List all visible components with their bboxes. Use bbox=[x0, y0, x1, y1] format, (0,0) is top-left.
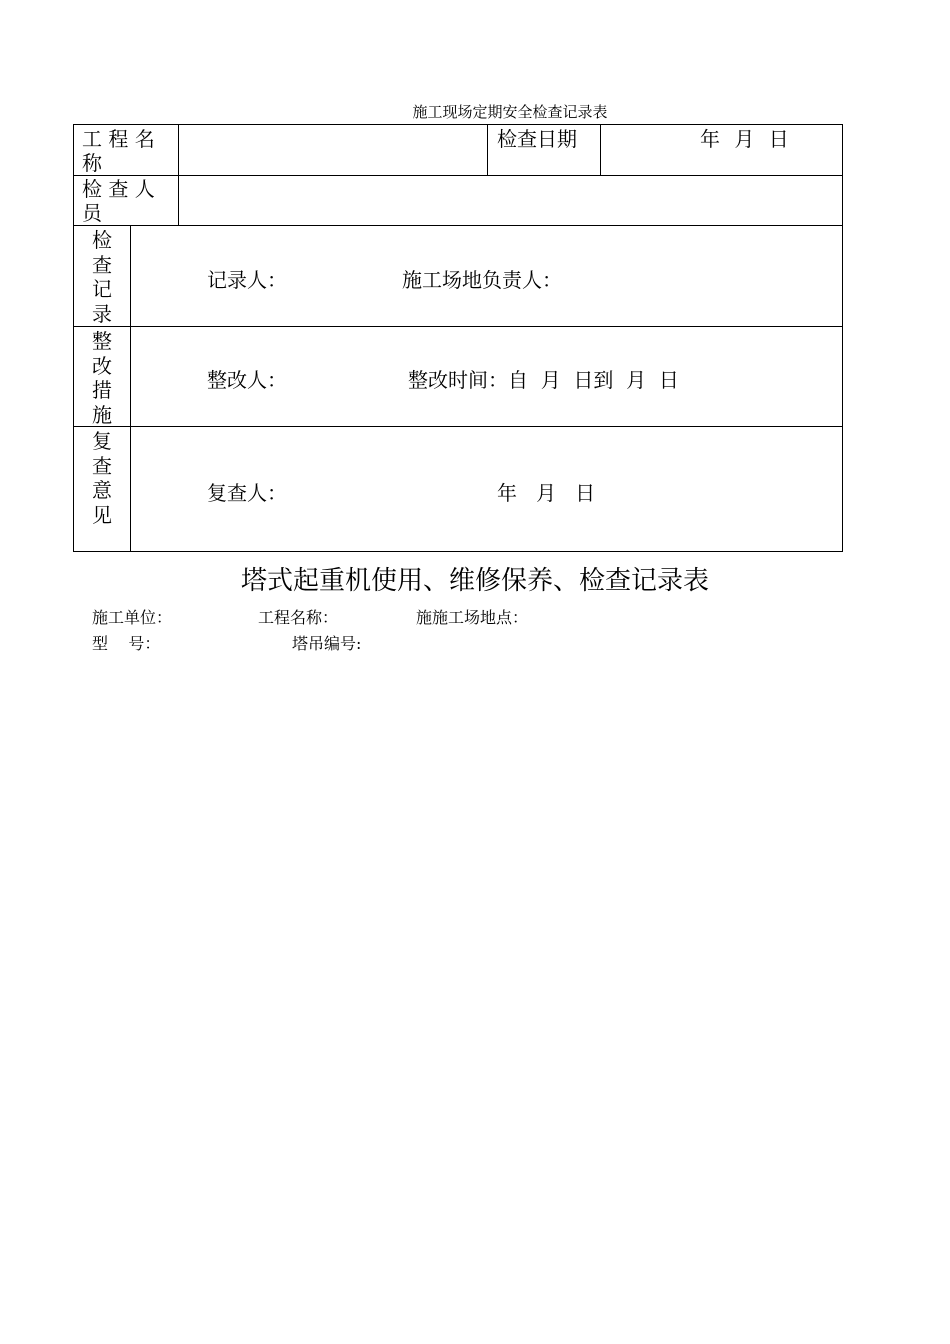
col-divider bbox=[130, 225, 131, 552]
row-divider bbox=[73, 326, 843, 327]
rectify-time-label: 整改时间：自 月 日到 月 日 bbox=[408, 368, 679, 392]
review-date: 年 月 日 bbox=[497, 481, 596, 505]
project-name-field[interactable] bbox=[180, 126, 486, 174]
inspection-date-label: 检查日期 bbox=[497, 127, 577, 151]
construction-unit-label: 施工单位： bbox=[92, 608, 173, 627]
crane-project-name-label: 工程名称： bbox=[258, 608, 339, 627]
site-location-label: 施施工场地点： bbox=[416, 608, 529, 627]
inspectors-label: 检 查 人 员 bbox=[82, 177, 155, 225]
crane-number-label: 塔吊编号: bbox=[292, 634, 362, 653]
inspectors-field[interactable] bbox=[180, 177, 840, 223]
project-name-label: 工 程 名 称 bbox=[82, 127, 155, 175]
col-divider bbox=[487, 124, 488, 176]
inspection-date-field[interactable]: 年 月 日 bbox=[700, 127, 789, 151]
record-label: 检 查 记 录 bbox=[92, 228, 112, 326]
row-divider bbox=[73, 225, 843, 226]
recorder-label: 记录人： bbox=[207, 268, 287, 292]
site-manager-label: 施工场地负责人： bbox=[402, 268, 562, 292]
row-divider bbox=[73, 426, 843, 427]
review-label: 复 查 意 见 bbox=[92, 429, 112, 527]
form-title: 施工现场定期安全检查记录表 bbox=[412, 103, 608, 121]
col-divider bbox=[178, 124, 179, 226]
crane-section-title: 塔式起重机使用、维修保养、检查记录表 bbox=[240, 566, 709, 596]
col-divider bbox=[600, 124, 601, 176]
reviewer-label: 复查人： bbox=[207, 481, 287, 505]
rectifier-label: 整改人： bbox=[207, 368, 287, 392]
model-label: 型 号： bbox=[92, 634, 161, 653]
row-divider bbox=[73, 175, 843, 176]
rectify-label: 整 改 措 施 bbox=[92, 329, 112, 427]
